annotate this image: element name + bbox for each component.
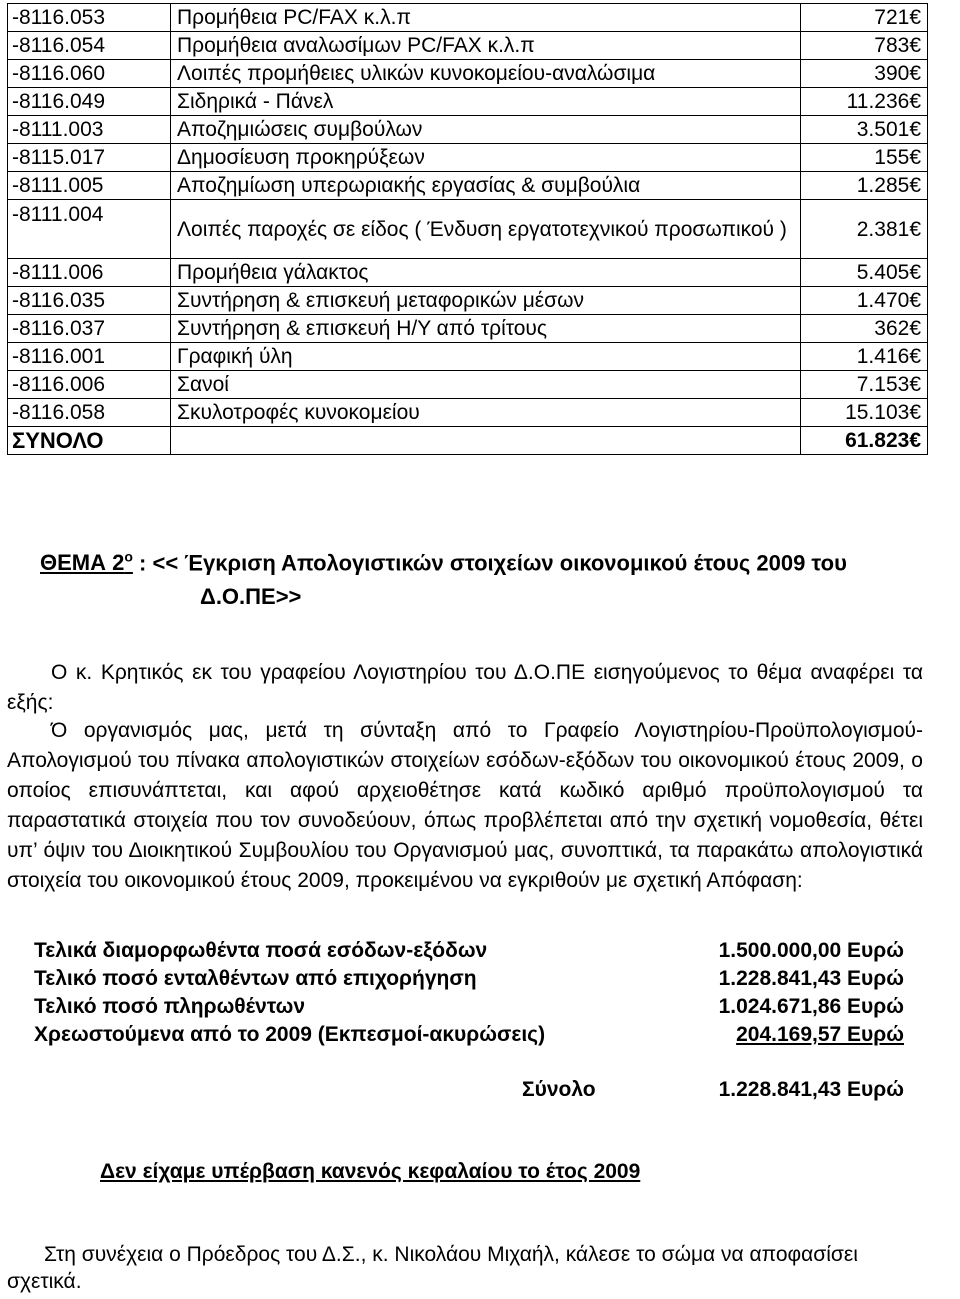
financial-label: Τελικό ποσό πληρωθέντων xyxy=(34,995,306,1018)
sum-value: 1.228.841,43 Ευρώ xyxy=(718,1078,904,1101)
account-code: -8116.053 xyxy=(8,4,171,32)
expense-description: Συντήρηση & επισκευή Η/Υ από τρίτους xyxy=(171,315,801,343)
expense-description: Σανοί xyxy=(171,371,801,399)
total-empty-cell xyxy=(171,427,801,455)
account-code: -8116.049 xyxy=(8,88,171,116)
financial-row xyxy=(34,937,904,965)
financial-value: 1.024.671,86 Ευρώ xyxy=(718,995,904,1018)
amount-value: 721 xyxy=(874,6,910,29)
table-row xyxy=(8,116,928,144)
no-overrun-statement: Δεν είχαμε υπέρβαση κανενός κεφαλαίου το έτος 2009 xyxy=(100,1160,641,1183)
table-row xyxy=(8,287,928,315)
account-code: -8116.060 xyxy=(8,60,171,88)
amount-value: 1.470 xyxy=(856,289,910,312)
expense-amount xyxy=(801,116,928,144)
total-amount xyxy=(801,427,928,455)
expense-description: Προμήθεια PC/FAX κ.λ.π xyxy=(171,4,801,32)
expense-amount xyxy=(801,88,928,116)
account-code: -8116.035 xyxy=(8,287,171,315)
table-row xyxy=(8,371,928,399)
euro-symbol: € xyxy=(909,90,921,113)
topic-ordinal: ο xyxy=(124,549,133,565)
expense-description: Συντήρηση & επισκευή μεταφορικών μέσων xyxy=(171,287,801,315)
euro-symbol: € xyxy=(909,345,921,368)
account-code: -8116.001 xyxy=(8,343,171,371)
expense-amount xyxy=(801,32,928,60)
expense-description: Προμήθεια αναλωσίμων PC/FAX κ.λ.π xyxy=(171,32,801,60)
expense-amount xyxy=(801,60,928,88)
financial-value: 1.500.000,00 Ευρώ xyxy=(718,939,904,962)
financial-value: 1.228.841,43 Ευρώ xyxy=(718,967,904,990)
euro-symbol: € xyxy=(909,118,921,141)
amount-value: 783 xyxy=(874,34,910,57)
account-code: -8111.004 xyxy=(8,200,171,259)
amount-value: 1.285 xyxy=(856,174,910,197)
account-code: -8116.006 xyxy=(8,371,171,399)
expense-description: Αποζημιώσεις συμβούλων xyxy=(171,116,801,144)
amount-value: 15.103 xyxy=(845,401,910,424)
expense-amount xyxy=(801,259,928,287)
table-row xyxy=(8,32,928,60)
expense-table xyxy=(7,3,928,455)
table-row xyxy=(8,172,928,200)
table-row xyxy=(8,60,928,88)
expense-amount xyxy=(801,343,928,371)
amount-value: 7.153 xyxy=(856,373,910,396)
table-row xyxy=(8,4,928,32)
table-row xyxy=(8,399,928,427)
total-label: ΣΥΝΟΛΟ xyxy=(8,427,171,455)
financial-value: 204.169,57 Ευρώ xyxy=(736,1023,904,1046)
closing-paragraph: Στη συνέχεια ο Πρόεδρος του Δ.Σ., κ. Νικολάου Μιχαήλ, κάλεσε το σώμα να αποφασίσει σχετικά. xyxy=(7,1243,858,1293)
amount-value: 362 xyxy=(874,317,910,340)
euro-symbol: € xyxy=(909,401,921,424)
financial-label: Τελικό ποσό ενταλθέντων από επιχορήγηση xyxy=(34,967,477,990)
expense-description: Λοιπές προμήθειες υλικών κυνοκομείου-αναλώσιμα xyxy=(171,60,801,88)
expense-amount xyxy=(801,371,928,399)
euro-symbol: € xyxy=(909,146,921,169)
expense-amount xyxy=(801,399,928,427)
table-row xyxy=(8,343,928,371)
topic-label xyxy=(40,550,133,575)
amount-value: 11.236 xyxy=(846,90,910,113)
financial-sum xyxy=(34,1076,904,1104)
expense-amount xyxy=(801,172,928,200)
financial-row xyxy=(34,1021,904,1049)
euro-symbol: € xyxy=(909,34,921,57)
table-row xyxy=(8,315,928,343)
euro-symbol: € xyxy=(909,261,921,284)
topic-title-line1: : << Έγκριση Απολογιστικών στοιχείων οικονομικού έτους 2009 του xyxy=(132,550,847,576)
topic-heading xyxy=(40,540,930,614)
table-row xyxy=(8,88,928,116)
expense-description: Λοιπές παροχές σε είδος ( Ένδυση εργατοτεχνικού προσωπικού ) xyxy=(171,200,801,259)
amount-value: 390 xyxy=(874,62,910,85)
euro-symbol: € xyxy=(909,62,921,85)
financial-row xyxy=(34,965,904,993)
account-code: -8111.006 xyxy=(8,259,171,287)
amount-value: 155 xyxy=(874,146,910,169)
financial-label: Τελικά διαμορφωθέντα ποσά εσόδων-εξόδων xyxy=(34,939,488,962)
euro-symbol: € xyxy=(909,6,921,29)
topic-number: ΘΕΜΑ 2 xyxy=(40,550,125,576)
euro-symbol: € xyxy=(909,217,921,241)
expense-amount xyxy=(801,4,928,32)
expense-description: Σκυλοτροφές κυνοκομείου xyxy=(171,399,801,427)
sum-label: Σύνολο xyxy=(522,1078,596,1101)
table-row xyxy=(8,144,928,172)
account-code: -8111.003 xyxy=(8,116,171,144)
euro-symbol: € xyxy=(909,317,921,340)
financial-label: Χρεωστούμενα από το 2009 (Εκπεσμοί-ακυρώσεις) xyxy=(34,1023,546,1046)
account-code: -8111.005 xyxy=(8,172,171,200)
table-row xyxy=(8,259,928,287)
amount-value: 1.416 xyxy=(856,345,910,368)
expense-amount xyxy=(801,144,928,172)
euro-symbol: € xyxy=(909,289,921,312)
account-code: -8116.054 xyxy=(8,32,171,60)
expense-amount xyxy=(801,287,928,315)
expense-description: Σιδηρικά - Πάνελ xyxy=(171,88,801,116)
financial-summary xyxy=(34,937,904,1049)
table-row xyxy=(8,200,928,259)
total-amount-value: 61.823 xyxy=(845,429,910,452)
expense-description: Δημοσίευση προκηρύξεων xyxy=(171,144,801,172)
euro-symbol: € xyxy=(909,174,921,197)
expense-description: Προμήθεια γάλακτος xyxy=(171,259,801,287)
expense-description: Αποζημίωση υπερωριακής εργασίας & συμβούλια xyxy=(171,172,801,200)
euro-symbol: € xyxy=(909,373,921,396)
table-total-row xyxy=(8,427,928,455)
account-code: -8116.058 xyxy=(8,399,171,427)
account-code: -8115.017 xyxy=(8,144,171,172)
main-paragraph: Ό οργανισμός μας, μετά τη σύνταξη από το Γραφείο Λογιστηρίου-Προϋπολογισμού-Απολογισμού του πίνακα απολογιστικών στοιχείων εσόδων-εξόδων του οικονομικού έτους 2009, ο οποίος επισυνάπτεται, και αφού αρχειοθέτησε κατά κωδικό αριθμό προϋπολογισμού τα παραστατικά στοιχεία που τον συνοδεύουν, όπως προβλέπεται από την σχετική νομοθεσία, θέτει υπ’ όψιν του Διοικητικού Συμβουλίου του Οργανισμού μας, συνοπτικά, τα παρακάτω απολογιστικά στοιχεία του οικονομικού έτους 2009, προκειμένου να εγκριθούν με σχετική Απόφαση: xyxy=(7,719,923,892)
intro-paragraph: Ο κ. Κρητικός εκ του γραφείου Λογιστηρίου του Δ.Ο.ΠΕ εισηγούμενος το θέμα αναφέρει τα εξής: xyxy=(7,661,923,714)
expense-amount xyxy=(801,315,928,343)
amount-value: 5.405 xyxy=(856,261,910,284)
financial-row xyxy=(34,993,904,1021)
amount-value: 3.501 xyxy=(856,118,910,141)
euro-symbol: € xyxy=(909,429,921,452)
account-code: -8116.037 xyxy=(8,315,171,343)
topic-title-line2: Δ.Ο.ΠΕ>> xyxy=(200,584,302,610)
expense-amount xyxy=(801,200,928,259)
expense-description: Γραφική ύλη xyxy=(171,343,801,371)
amount-value: 2.381 xyxy=(856,217,910,241)
